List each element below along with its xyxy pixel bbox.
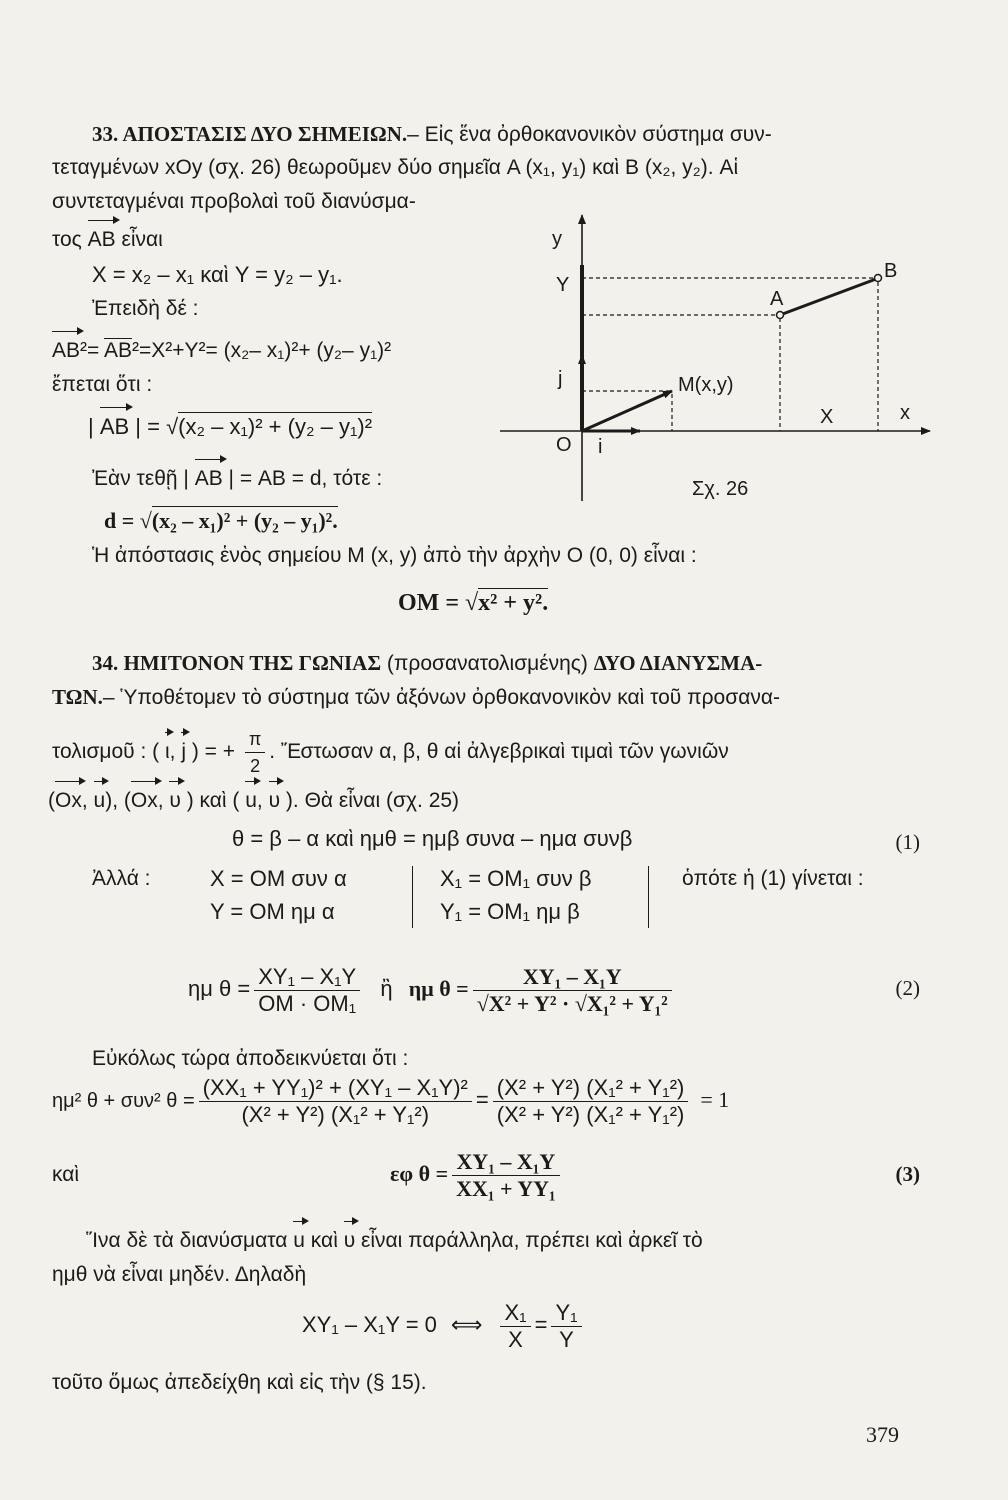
formula-x-y: X = x₂ – x₁ καὶ Y = y₂ – y₁.: [92, 262, 343, 287]
formula-d: d = √(x₂ – x₁)² + (y₂ – y₁)².: [104, 508, 338, 533]
figure-26: [490, 205, 940, 505]
vector-ab-fig: [780, 279, 876, 315]
label-j: j: [558, 368, 563, 390]
section-33-heading: 33. ΑΠΟΣΤΑΣΙΣ ΔΥΟ ΣΗΜΕΙΩΝ.: [92, 122, 408, 146]
section-33-line-4: τος AB εἶναι: [52, 228, 163, 251]
equation-2: ημ θ = $\frac{\text{XY₁ – X₁Y}}{\text{OM · OM₁}}$ ἢ ημ θ = $\frac{\text{XY₁ – X₁Y}}{\text{√X² + Y² · √X₁² + Y₁²}}$: [188, 960, 676, 1018]
section-33-line-3: συντεταγμέναι προβολαὶ τοῦ διανύσμα-: [52, 190, 416, 213]
equation-identity: ημ² θ + συν² θ = $\frac{\text{(XX₁ + YY₁)² + (XY₁ – X₁Y)²}}{\text{(X² + Y²) (X₁² + Y₁²)}}$ = $\frac{\text{(X² + Y²) (X₁² + Y₁²)}}{\text{(X² + Y²) (X₁² + Y₁²)}}$ = 1: [52, 1075, 730, 1128]
equation-1-number: (1): [895, 830, 920, 854]
section-33-line-2: τεταγμένων xOy (σχ. 26) θεωροῦμεν δύο σημεῖα A (x₁, y₁) καὶ B (x₂, y₂). Αἱ: [52, 156, 739, 179]
x-axis-label: x: [900, 402, 910, 424]
col1-row1: X = OM συν α: [210, 866, 347, 891]
easy-text: Εὐκόλως τώρα ἀποδεικνύεται ὅτι :: [92, 1047, 409, 1070]
formula-ab-squared: AB²= AB²=X²+Y²= (x₂– x₁)²+ (y₂– y₁)²: [52, 339, 392, 362]
label-o: O: [556, 434, 572, 456]
vector-om: [582, 391, 672, 431]
equation-2-number: (2): [895, 976, 920, 1000]
equation-parallel: XY₁ – X₁Y = 0 ⟺ $\frac{\text{X₁}}{X}$ = $\frac{\text{Y₁}}{Y}$: [302, 1296, 586, 1354]
section-33-epeidi: Ἐπειδὴ δέ :: [92, 297, 199, 320]
col3-text: ὁπότε ἡ (1) γίνεται :: [682, 867, 864, 890]
section-34-line-4: (Ox, u), (Ox, υ ) καὶ ( u, υ ). Θὰ εἶναι (σχ. 25): [48, 789, 460, 812]
vector-ab: AB: [87, 228, 116, 251]
section-33-distance-origin: Ἡ ἀπόστασις ἑνὸς σημείου M (x, y) ἀπὸ τὴν ἀρχὴν O (0, 0) εἶναι :: [92, 544, 697, 567]
page-number: 379: [866, 1422, 899, 1447]
col2-row2: Y₁ = OM₁ ημ β: [440, 899, 580, 924]
col1-row2: Y = OM ημ α: [210, 899, 335, 924]
section-34-line-1: 34. ΗΜΙΤΟΝΟΝ ΤΗΣ ΓΩΝΙΑΣ (προσανατολισμένης) ΔΥΟ ΔΙΑΝΥΣΜΑ-: [92, 651, 763, 675]
label-x-capital: X: [820, 406, 834, 428]
section-33-line-1: 33. ΑΠΟΣΤΑΣΙΣ ΔΥΟ ΣΗΜΕΙΩΝ.– Εἰς ἕνα ὀρθοκανονικὸν σύστημα συν-: [92, 122, 772, 146]
figure-caption: Σχ. 26: [692, 478, 749, 500]
y-axis-label: y: [552, 228, 562, 250]
label-a: A: [770, 288, 784, 310]
closing-text: τοῦτο ὅμως ἀπεδείχθη καὶ εἰς τὴν (§ 15).: [52, 1371, 427, 1394]
label-m: M(x,y): [678, 374, 734, 396]
label-b: B: [884, 260, 898, 282]
formula-ab-norm: | AB | = √(x₂ – x₁)² + (y₂ – y₁)²: [88, 414, 373, 439]
parallel-text-2: ημθ νὰ εἶναι μηδέν. Δηλαδὴ: [52, 1263, 307, 1286]
point-b: [875, 275, 882, 282]
formula-om: OM = √x² + y².: [398, 590, 549, 616]
label-y-capital: Y: [556, 274, 570, 296]
parallel-text-1: Ἵνα δὲ τὰ διανύσματα u καὶ υ εἶναι παράλληλα, πρέπει καὶ ἀρκεῖ τὸ: [86, 1229, 703, 1252]
equation-1: θ = β – α καὶ ημθ = ημβ συνα – ημα συνβ: [232, 826, 633, 851]
point-a: [777, 312, 784, 319]
kai-label: καὶ: [52, 1163, 80, 1186]
equation-3-number: (3): [895, 1162, 920, 1186]
equation-3: εφ θ = $\frac{\text{XY₁ – X₁Y}}{\text{XX₁ + YY₁}}$: [390, 1145, 564, 1203]
section-33-epetai: ἔπεται ὅτι :: [52, 373, 153, 396]
section-34-line-3: τολισμοῦ : ( ι, j ) = + $\frac{\pi}{2}$ . Ἔστωσαν α, β, θ αἱ ἀλγεβρικαὶ τιμαὶ τῶν γωνιῶν: [52, 726, 729, 779]
section-34-line-2: ΤΩΝ.– Ὑποθέτομεν τὸ σύστημα τῶν ἀξόνων ὀρθοκανονικὸν καὶ τοῦ προσανα-: [52, 685, 780, 709]
divider-2: [648, 866, 649, 928]
divider-1: [412, 866, 413, 928]
section-34-heading: 34. ΗΜΙΤΟΝΟΝ ΤΗΣ ΓΩΝΙΑΣ: [92, 651, 382, 675]
section-33-ean: Ἐὰν τεθῇ | AB | = AB = d, τότε :: [92, 467, 383, 490]
col2-row1: X₁ = OM₁ συν β: [440, 866, 592, 891]
label-i: i: [598, 436, 603, 458]
alla-label: Ἀλλά :: [92, 867, 151, 890]
